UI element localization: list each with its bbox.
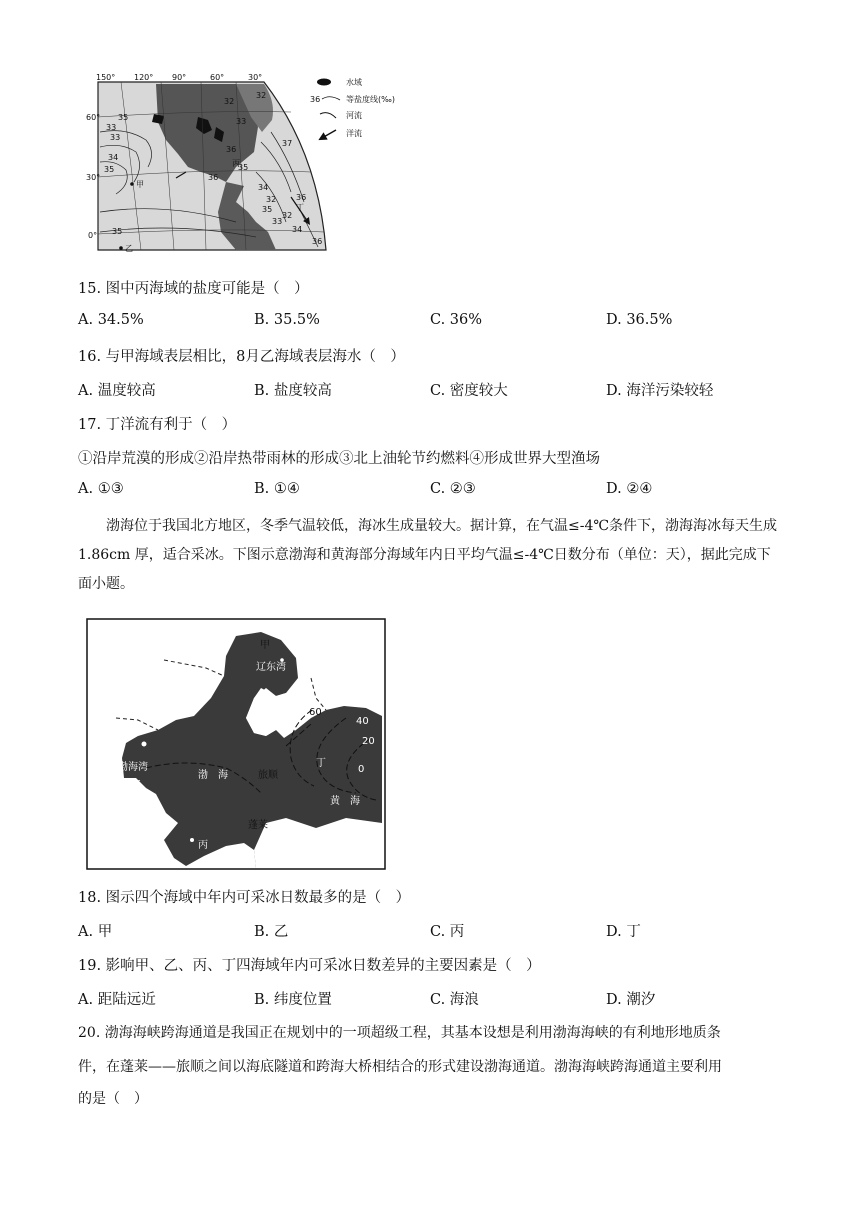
isohaline-value: 34 — [258, 183, 269, 192]
bohai-map — [86, 618, 386, 870]
yi-marker — [142, 742, 147, 747]
lon-label: 90° — [172, 73, 187, 82]
place-liaodong-bay: 辽东湾 — [256, 662, 286, 673]
question-15-stem: 15. 图中丙海域的盐度可能是（ ） — [78, 281, 309, 297]
question-19-stem: 19. 影响甲、乙、丙、丁四海域年内可采冰日数差异的主要因素是（ ） — [78, 958, 541, 974]
isohaline-value: 36 — [226, 145, 237, 154]
legend-sample-value: 36 — [310, 95, 321, 104]
q17-option-a[interactable]: A. ①③ — [78, 481, 124, 497]
lat-label: 60° — [86, 113, 101, 122]
q17-option-c[interactable]: C. ②③ — [430, 481, 476, 497]
lon-label: 30° — [248, 73, 263, 82]
isohaline-value: 32 — [282, 211, 293, 220]
isohaline-value: 33 — [236, 117, 247, 126]
place-lushun: 旅顺 — [258, 770, 278, 781]
place-penglai: 蓬莱 — [248, 820, 268, 831]
question-20-line-2: 件，在蓬莱——旅顺之间以海底隧道和跨海大桥相结合的形式建设渤海通道。渤海海峡跨海通道主要利用 — [78, 1059, 722, 1075]
q17-option-b[interactable]: B. ①④ — [254, 481, 300, 497]
place-yellow-sea: 黄 海 — [330, 796, 360, 807]
isoline-value: 60 — [309, 707, 322, 718]
bohai-map-figure — [86, 618, 386, 870]
q15-option-b[interactable]: B. 35.5% — [254, 312, 320, 328]
q15-option-d[interactable]: D. 36.5% — [606, 312, 673, 328]
place-jia: 甲 — [136, 180, 144, 189]
q18-option-c[interactable]: C. 丙 — [430, 924, 465, 940]
place-bohai-sea: 渤 海 — [198, 770, 228, 781]
isohaline-value: 36 — [312, 237, 323, 246]
isohaline-value: 32 — [224, 97, 235, 106]
q19-option-a[interactable]: A. 距陆远近 — [78, 992, 156, 1008]
lon-label: 120° — [134, 73, 154, 82]
q16-option-a[interactable]: A. 温度较高 — [78, 383, 156, 399]
place-bohai-bay: 渤海湾 — [118, 762, 148, 773]
place-yi: 乙 — [132, 780, 142, 791]
salinity-map-figure — [86, 72, 336, 260]
salinity-map — [86, 72, 336, 260]
place-ding: 丁 — [316, 758, 326, 769]
isohaline-value: 33 — [106, 123, 117, 132]
bohai-intro-paragraph: 渤海位于我国北方地区，冬季气温较低，海冰生成量较大。据计算，在气温≤-4℃条件下，渤海海冰每天生成 1.86cm 厚，适合采冰。下图示意渤海和黄海部分海域年内日平均气温≤-4℃日数分布（单位：天），据此完成下面小题。 — [78, 518, 778, 592]
isoline-value: 20 — [362, 736, 375, 747]
place-bing: 丙 — [198, 840, 208, 851]
isohaline-value: 33 — [110, 133, 121, 142]
isohaline-value: 32 — [266, 195, 277, 204]
isohaline-value: 36 — [296, 193, 307, 202]
q16-option-b[interactable]: B. 盐度较高 — [254, 383, 332, 399]
q18-option-d[interactable]: D. 丁 — [606, 924, 641, 940]
legend-label: 河流 — [346, 111, 362, 120]
river-swatch-icon — [320, 113, 336, 118]
legend-label: 等盐度线(‰) — [346, 95, 395, 104]
legend-label: 洋流 — [346, 129, 362, 138]
question-16-stem: 16. 与甲海域表层相比，8月乙海域表层海水（ ） — [78, 349, 405, 365]
q15-option-c[interactable]: C. 36% — [430, 312, 483, 328]
isohaline-value: 34 — [108, 153, 119, 162]
place-jia: 甲 — [260, 640, 270, 651]
q19-option-b[interactable]: B. 纬度位置 — [254, 992, 332, 1008]
legend-label: 水域 — [346, 78, 362, 87]
isohaline-value: 36 — [208, 173, 219, 182]
question-18-stem: 18. 图示四个海域中年内可采冰日数最多的是（ ） — [78, 890, 411, 906]
isohaline-value: 35 — [262, 205, 273, 214]
q18-option-a[interactable]: A. 甲 — [78, 924, 113, 940]
isohaline-value: 35 — [118, 113, 129, 122]
question-20-line-3: 的是（ ） — [78, 1091, 148, 1107]
q16-option-d[interactable]: D. 海洋污染较轻 — [606, 383, 714, 399]
yi-marker — [119, 246, 123, 250]
q19-option-d[interactable]: D. 潮汐 — [606, 992, 656, 1008]
lon-label: 150° — [96, 73, 116, 82]
jia-marker — [130, 182, 134, 186]
place-bing: 丙 — [232, 159, 240, 168]
isohaline-value: 32 — [256, 91, 267, 100]
q15-option-a[interactable]: A. 34.5% — [78, 312, 144, 328]
lat-label: 0° — [88, 231, 98, 240]
q18-option-b[interactable]: B. 乙 — [254, 924, 289, 940]
isohaline-value: 35 — [104, 165, 115, 174]
bing-marker — [190, 838, 194, 842]
question-20-line-1: 20. 渤海海峡跨海通道是我国正在规划中的一项超级工程，其基本设想是利用渤海海峡的有利地形地质条 — [78, 1025, 721, 1041]
q19-option-c[interactable]: C. 海浪 — [430, 992, 479, 1008]
lon-label: 60° — [210, 73, 225, 82]
legend-graphic — [310, 76, 430, 146]
isohaline-value: 34 — [292, 225, 303, 234]
q16-option-c[interactable]: C. 密度较大 — [430, 383, 508, 399]
isohaline-swatch-icon — [322, 97, 340, 100]
salinity-map-legend — [310, 76, 430, 146]
question-17-stem: 17. 丁洋流有利于（ ） — [78, 417, 237, 433]
lat-label: 30° — [86, 173, 101, 182]
question-17-statements: ①沿岸荒漠的形成②沿岸热带雨林的形成③北上油轮节约燃料④形成世界大型渔场 — [78, 451, 600, 467]
jia-marker — [280, 658, 284, 662]
isohaline-value: 35 — [238, 163, 249, 172]
isoline-value: 40 — [356, 716, 369, 727]
water-swatch-icon — [317, 79, 331, 86]
isoline-value: 0 — [358, 764, 365, 775]
isohaline-value: 33 — [272, 217, 283, 226]
place-ding: 丁 — [296, 203, 304, 212]
current-swatch-icon — [322, 130, 336, 138]
q17-option-d[interactable]: D. ②④ — [606, 481, 653, 497]
isohaline-value: 37 — [282, 139, 293, 148]
place-yi: 乙 — [125, 244, 133, 253]
isohaline-value: 35 — [112, 227, 123, 236]
